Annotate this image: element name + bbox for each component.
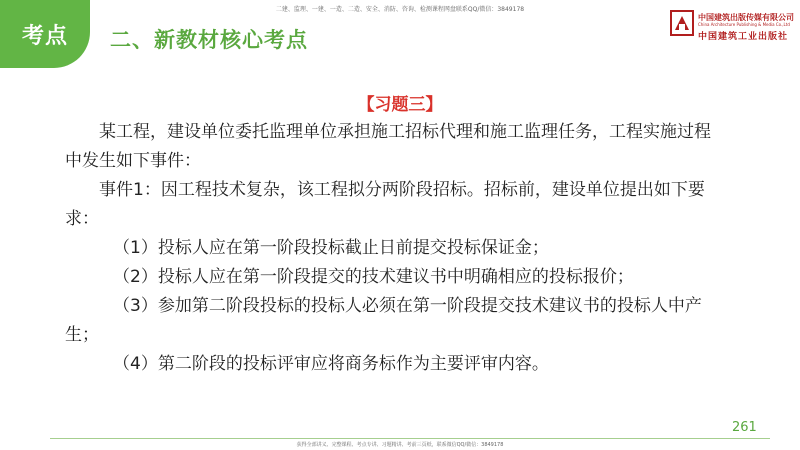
- section-title: 二、新教材核心考点: [110, 28, 308, 52]
- publisher-emblem-icon: [670, 10, 694, 36]
- publisher-name-cn: 中国建筑出版传媒有限公司: [698, 13, 794, 22]
- badge-label: 考点: [21, 23, 68, 49]
- topic-badge: [0, 0, 90, 68]
- page-number: 261: [732, 420, 757, 435]
- top-watermark: 二建、监理、一建、一造、二造、安全、消防、咨询、检测课程网盘联系QQ/微信：3849178: [275, 6, 525, 13]
- publisher-logo: [670, 10, 795, 40]
- publisher-name-stylized: 中国建筑工业出版社: [698, 32, 789, 42]
- bottom-watermark: 获得全部讲义、完整课程、考点专讲、习题精讲、考前三页纸，联系微信QQ/微信：3849178: [296, 442, 504, 448]
- footer-divider: [50, 438, 770, 439]
- exercise-title: 【习题三】: [357, 95, 443, 115]
- paragraph-intro: 某工程，建设单位委托监理单位承担施工招标代理和施工监理任务，工程实施过程中发生如下事件：: [65, 122, 711, 171]
- paragraph-event-1: 事件1：因工程技术复杂，该工程拟分两阶段招标。招标前，建设单位提出如下要求：: [65, 180, 705, 229]
- requirement-1: （1）投标人应在第一阶段投标截止日前提交投标保证金；: [113, 238, 549, 258]
- requirement-4: （4）第二阶段的投标评审应将商务标作为主要评审内容。: [113, 354, 549, 374]
- requirement-2: （2）投标人应在第一阶段提交的技术建议书中明确相应的投标报价；: [113, 267, 634, 287]
- publisher-name-en: China Architecture Publishing & Media Co.,Ltd: [698, 22, 790, 27]
- exercise-content: [65, 118, 725, 379]
- requirement-3: （3）参加第二阶段投标的投标人必须在第一阶段提交技术建议书的投标人中产生；: [65, 296, 702, 345]
